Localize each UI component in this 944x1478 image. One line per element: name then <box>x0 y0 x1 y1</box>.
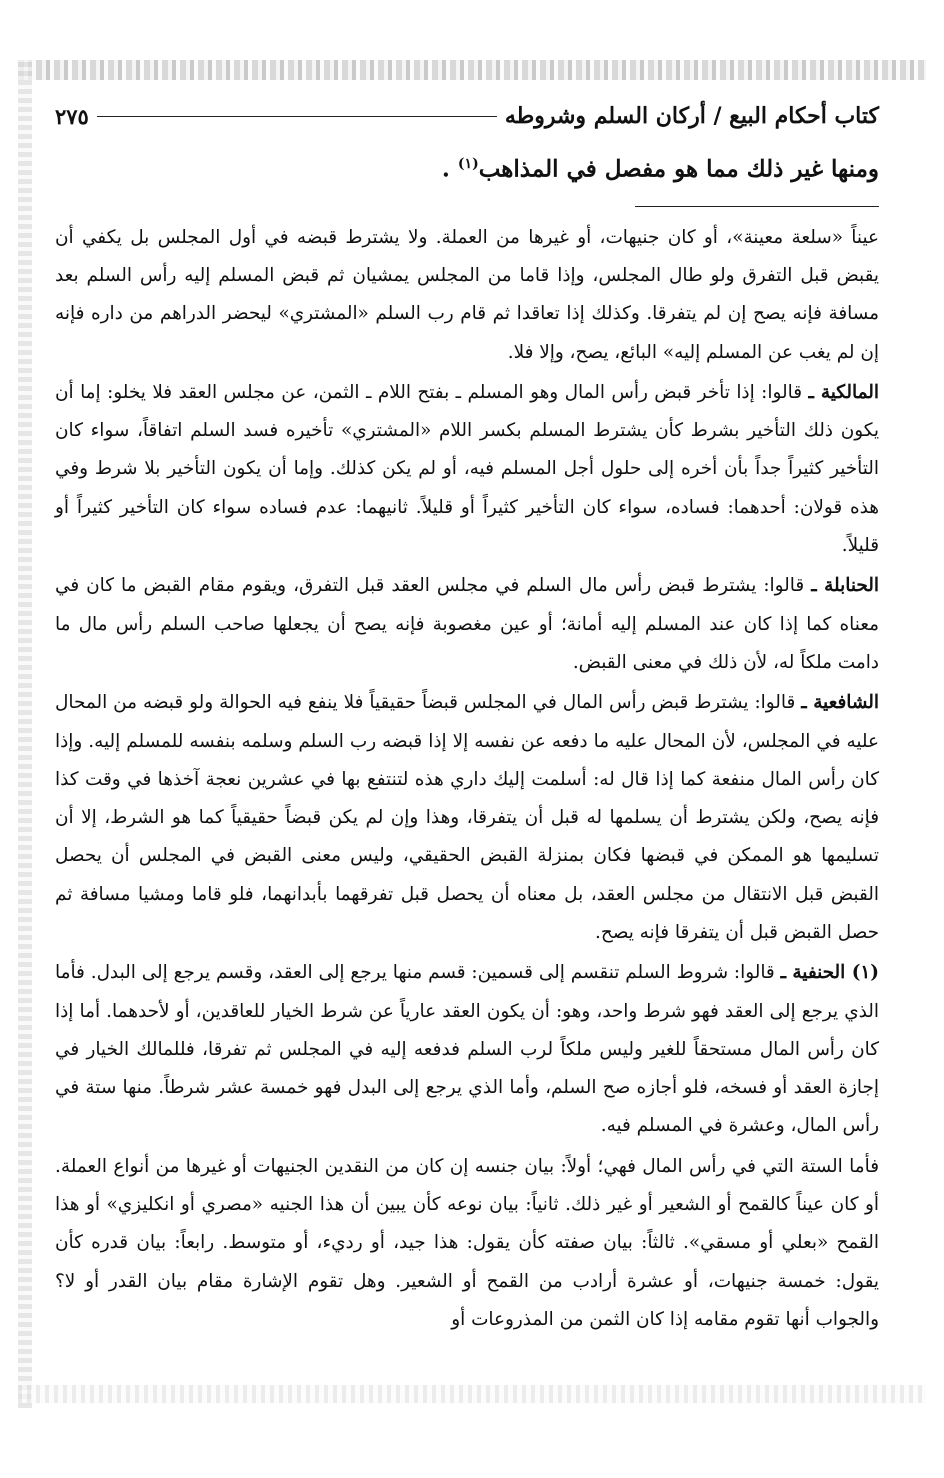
decorative-left-border <box>18 60 32 1408</box>
decorative-top-border <box>18 60 926 80</box>
page-content <box>55 96 879 1339</box>
paragraph-lead: الحنابلة ـ <box>811 575 879 597</box>
footnote-paragraph-hanbali <box>55 567 879 682</box>
paragraph-lead: الشافعية ـ <box>801 692 879 714</box>
paragraph-text: عيناً «سلعة معينة»، أو كان جنيهات، أو غيرها من العملة. ولا يشترط قبضه في أول المجلس بل يكفي أن يقبض قبل التفرق ولو طال المجلس، وإذا قاما من المجلس يمشيان ثم قبض المسلم إليه رأس السلم بعد مسافة فإنه يصح إن لم يتفرقا. وكذلك إذا تعاقدا ثم قام رب السلم «المشتري» ليحضر الدراهم من داره فإنه إن لم يغب عن المسلم إليه» البائع، يصح، وإلا فلا. <box>55 226 879 363</box>
paragraph-text: قالوا: إذا تأخر قبض رأس المال وهو المسلم ـ بفتح اللام ـ الثمن، عن مجلس العقد فلا يخلو: إما أن يكون ذلك التأخير بشرط كأن يشترط المسلم بكسر اللام «المشتري» تأخيره فسد السلم اتفاقاً، سواء كان التأخير كثيراً جداً بأن أخره إلى حلول أجل المسلم فيه، أو لم يكن كذلك. وإما أن يكون التأخير بلا شرط وفي هذه قولان: أحدهما: فساده، سواء كان التأخير كثيراً أو قليلاً. ثانيهما: عدم فساده سواء كان التأخير كثيراً أو قليلاً. <box>55 381 879 557</box>
footnote-separator <box>635 206 879 207</box>
footnote-paragraph-hanafi <box>55 954 879 1145</box>
footnote-paragraph-maliki <box>55 374 879 565</box>
footnote-paragraph <box>55 219 879 372</box>
paragraph-lead: المالكية ـ <box>808 381 879 403</box>
footnote-paragraph-shafii <box>55 684 879 952</box>
running-header <box>55 96 879 136</box>
header-rule <box>97 116 497 117</box>
main-text-line <box>55 144 879 190</box>
paragraph-text: قالوا: شروط السلم تنقسم إلى قسمين: قسم منها يرجع إلى العقد، وقسم يرجع إلى البدل. فأما الذي يرجع إلى العقد فهو شرط واحد، وهو: أن يكون العقد عارياً عن شرط الخيار للعاقدين، أو لأحدهما. أما إذا كان رأس المال مستحقاً للغير وليس ملكاً لرب السلم فدفعه إليه في المجلس ثم تفرقا، فللمالك الخيار في إجازة العقد أو فسخه، فلو أجازه صح السلم، وأما الذي يرجع إلى البدل فهو خمسة عشر شرطاً. منها ستة في رأس المال، وعشرة في المسلم فيه. <box>55 962 879 1137</box>
footnote-reference: (١) <box>457 156 479 172</box>
footnote-paragraph-conditions <box>55 1148 879 1339</box>
footnotes <box>55 219 879 1340</box>
paragraph-text: قالوا: يشترط قبض رأس المال في المجلس قبضاً حقيقياً فلا ينفع فيه الحوالة ولو قبضه من المحال عليه في المجلس، لأن المحال عليه ما دفعه عن نفسه إلا إذا قبضه رب السلم وسلمه بنفسه للمسلم إليه. وإذا كان رأس المال منفعة كما إذا قال له: أسلمت إليك داري هذه لتنتفع بها في عشرين نعجة آخذها في وقت كذا فإنه يصح، ولكن يشترط أن يسلمها له قبل أن يتفرقا، وهذا وإن لم يكن قبضاً حقيقياً كما هو الشرط، إلا أن تسليمها هو الممكن في قبضها فكان بمنزلة القبض الحقيقي، وليس معنى القبض في المجلس أن يحصل القبض قبل الانتقال من مجلس العقد، بل معناه أن يحصل قبل تفرقهما بأبدانهما، فلو قاما ومشيا مسافة ثم حصل القبض قبل أن يتفرقا فإنه يصح. <box>55 692 879 943</box>
paragraph-text: قالوا: يشترط قبض رأس مال السلم في مجلس العقد قبل التفرق، ويقوم مقام القبض ما كان في معناه كما إذا كان عند المسلم إليه أمانة؛ أو عين مغصوبة فإنه يصح أن يجعلها صاحب السلم رأس مال ما دامت ملكاً له، لأن ذلك في معنى القبض. <box>55 575 879 673</box>
decorative-bottom-border <box>18 1385 926 1403</box>
paragraph-text: فأما الستة التي في رأس المال فهي؛ أولاً: بيان جنسه إن كان من النقدين الجنيهات أو غيرها من أنواع العملة. أو كان عيناً كالقمح أو الشعير أو غير ذلك. ثانياً: بيان نوعه كأن يبين أن هذا الجنيه «مصري أو انكليزي» أو هذا القمح «بعلي أو مسقي». ثالثاً: بيان صفته كأن يقول: هذا جيد، أو رديء، أو متوسط. رابعاً: بيان قدره كأن يقول: خمسة جنيهات، أو عشرة أرادب من القمح أو الشعير. وهل تقوم الإشارة مقام بيان القدر أو لا؟ والجواب أنها تقوم مقامه إذا كان الثمن من المذروعات أو <box>55 1155 879 1330</box>
main-text-end: . <box>441 155 458 183</box>
main-text: ومنها غير ذلك مما هو مفصل في المذاهب <box>478 155 879 183</box>
paragraph-lead: (١) الحنفية ـ <box>780 962 879 984</box>
page-number: ٢٧٥ <box>55 103 89 129</box>
running-header-title: كتاب أحكام البيع / أركان السلم وشروطه <box>504 103 879 129</box>
